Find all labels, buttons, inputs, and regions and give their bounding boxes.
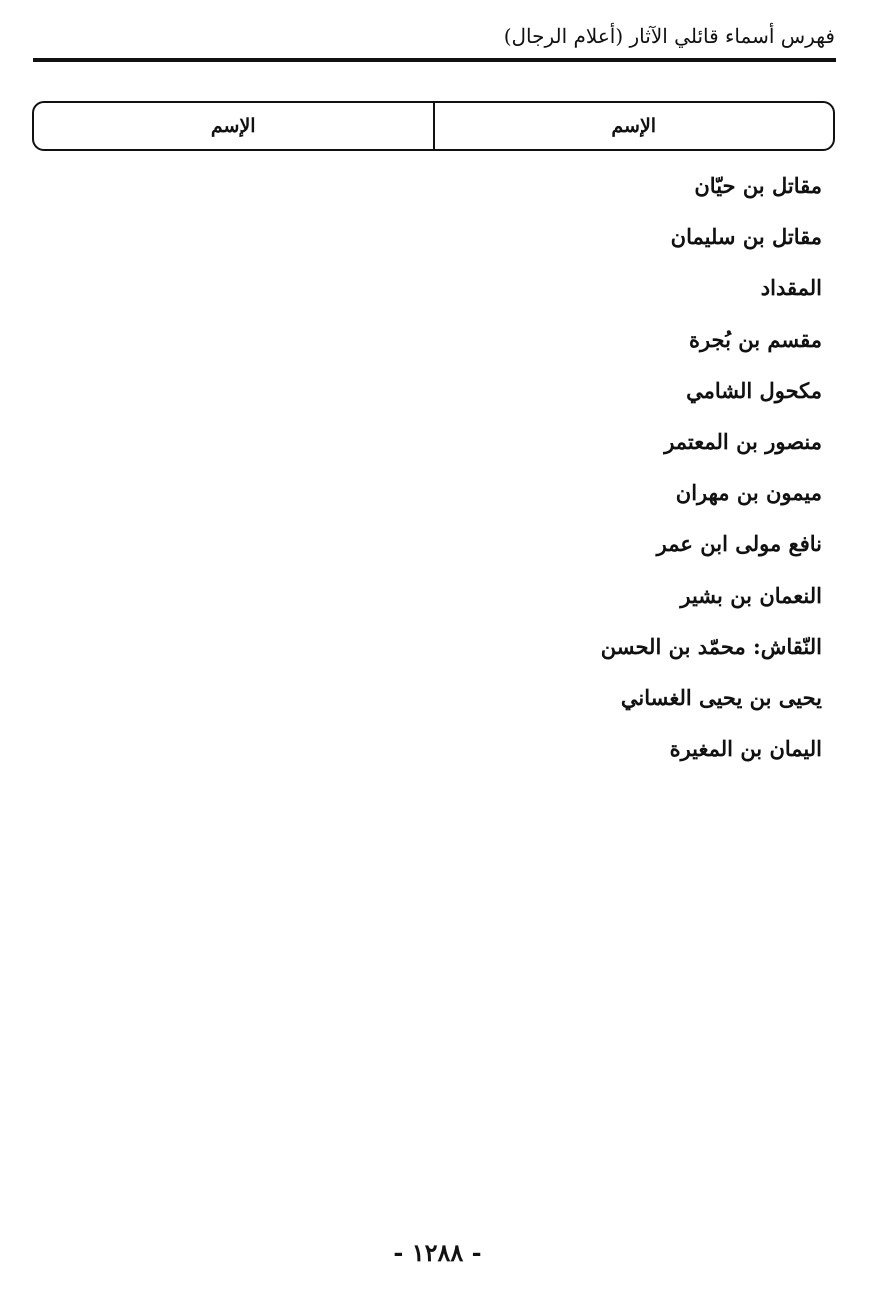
names-list: [601, 170, 822, 784]
name-entry: النعمان بن بشير: [680, 582, 822, 608]
table-header: [32, 101, 835, 151]
column-header-right: الإسم: [433, 103, 834, 149]
header-rule: [33, 58, 836, 62]
name-entry: ميمون بن مهران: [675, 480, 822, 506]
name-entry: النّقاش: محمّد بن الحسن: [600, 633, 822, 659]
name-entry: نافع مولى ابن عمر: [656, 531, 822, 557]
name-entry: مقاتل بن سليمان: [670, 224, 822, 250]
name-entry: المقداد: [760, 275, 822, 301]
name-entry: يحيى بن يحيى الغساني: [620, 684, 822, 710]
name-entry: منصور بن المعتمر: [664, 428, 822, 454]
name-entry: مقاتل بن حيّان: [694, 173, 822, 198]
name-entry: اليمان بن المغيرة: [669, 736, 822, 762]
column-header-left: الإسم: [210, 115, 256, 137]
page-number: - ١٢٨٨ -: [393, 1238, 482, 1267]
name-entry: مكحول الشامي: [686, 377, 822, 403]
running-head-title: فهرس أسماء قائلي الآثار (أعلام الرجال): [503, 24, 835, 48]
name-entry: مقسم بن بُجرة: [688, 326, 822, 352]
